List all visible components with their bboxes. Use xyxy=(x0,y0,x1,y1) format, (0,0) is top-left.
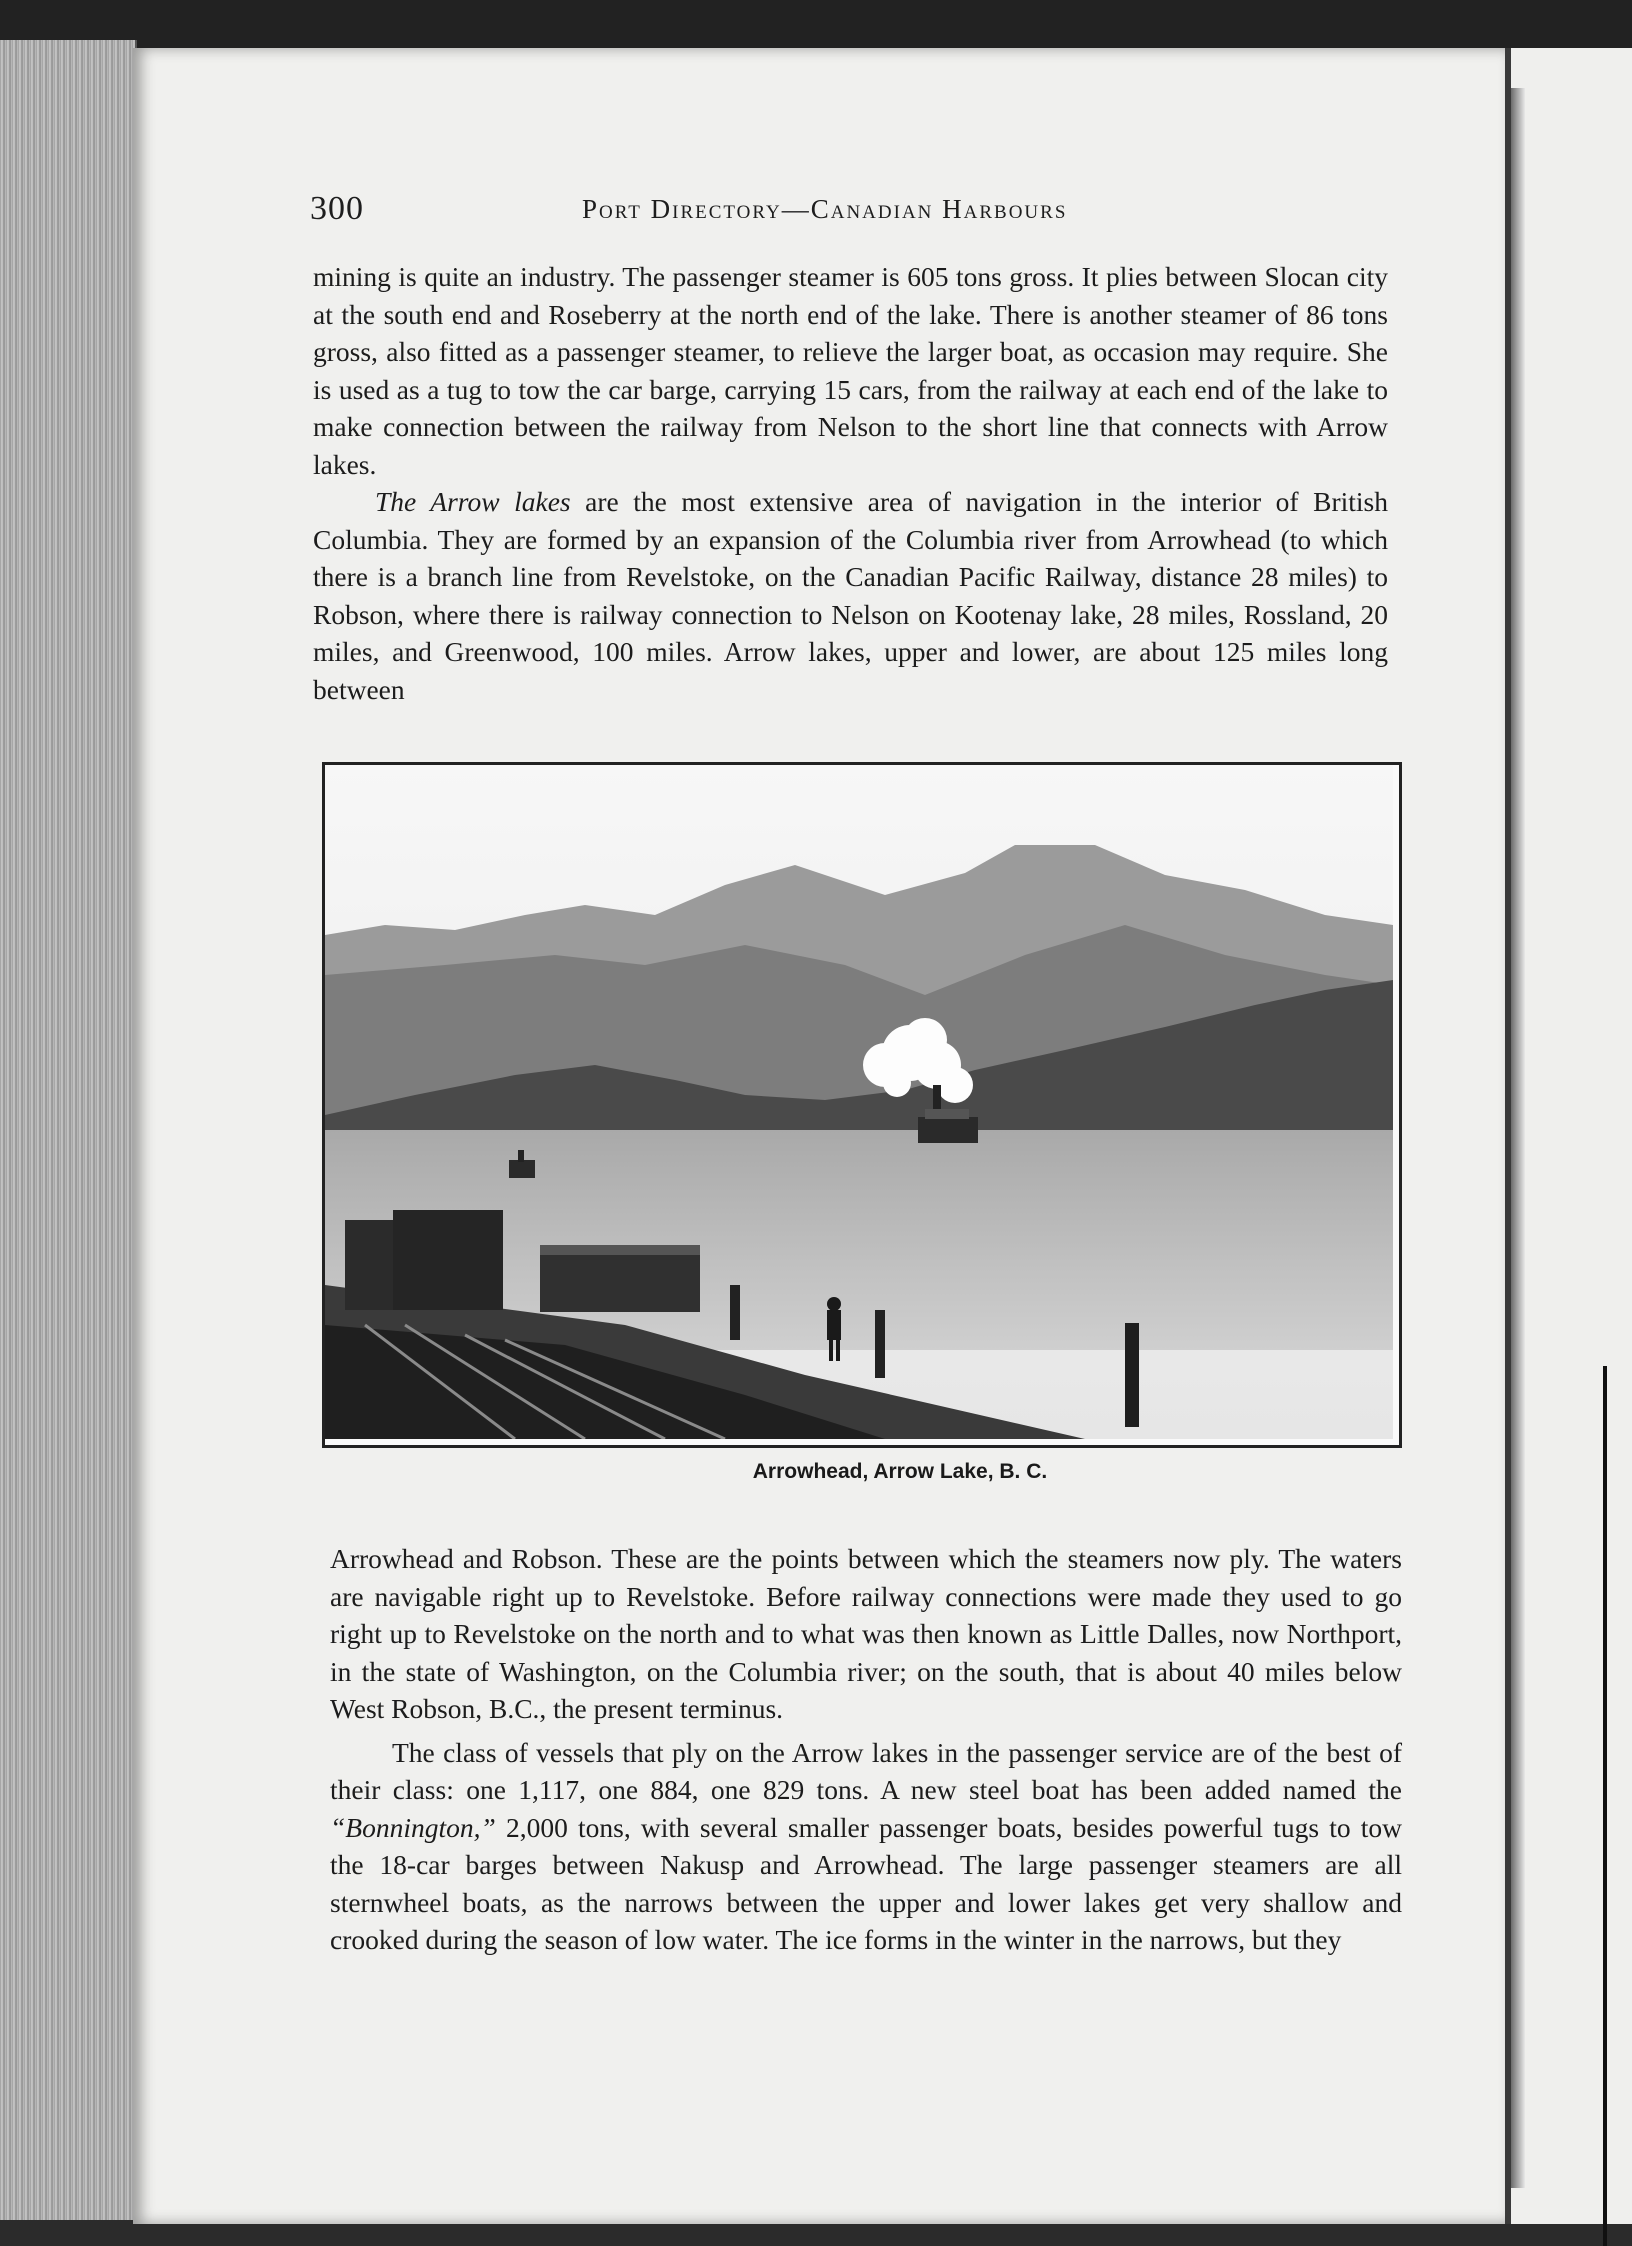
paragraph-4-italic: “Bonnington,” xyxy=(330,1811,496,1843)
paragraph-3: Arrowhead and Robson. These are the points between which the steamers now ply. The waters are navigable right up to Revelstoke. Before railway connections were made they used to go right up to Revelstoke on the north and to what was then known as Little Dalles, now Northport, in the state of Washington, on the Columbia river; on the south, that is about 40 miles below West Robson, B.C., the present terminus. xyxy=(330,1543,1402,1724)
figure-caption: Arrowhead, Arrow Lake, B. C. xyxy=(752,1460,1048,1483)
photograph-figure xyxy=(322,762,1402,1448)
paragraph-2-italic: The Arrow lakes xyxy=(375,486,571,517)
adjacent-page-edge xyxy=(1505,48,1632,2224)
paragraph-2-text: are the most extensive area of navigation in the interior of British Columbia. They are formed by an expansion of the Columbia river from Arrowhead (to which there is a branch line from Revelstoke, on the Canadian Pacific Railway, distance 28 miles) to Robson, where there is railway connection to Nelson on Kootenay lake, 28 miles, Rossland, 20 miles, and Greenwood, 100 miles. Arrow lakes, upper and lower, are about 125 miles long between xyxy=(313,486,1388,705)
book-page-edges xyxy=(0,40,137,2220)
scan-top-shadow xyxy=(0,0,1632,50)
paragraph-1: mining is quite an industry. The passenger steamer is 605 tons gross. It plies between Slocan city at the south end and Roseberry at the north end of the lake. There is another steamer of 86 tons gross, also fitted as a passenger steamer, to relieve the larger boat, as occasion may require. She is used as a tug to tow the car barge, carrying 15 cars, from the railway at each end of the lake to make connection between the railway from Nelson to the short line that connects with Arrow lakes. xyxy=(313,261,1388,480)
adjacent-page-gutter xyxy=(1511,88,1525,2188)
paragraph-4 xyxy=(330,1734,1402,1959)
paragraph-4-start: The class of vessels that ply on the Arrow lakes in the passenger service are of the best of their class: one 1,117, one 884, one 829 tons. A new steel boat has been added named the xyxy=(330,1736,1402,1805)
paragraph-2 xyxy=(313,483,1388,708)
photograph-arrowhead xyxy=(325,765,1393,1439)
adjacent-page-mark xyxy=(1603,1366,1607,2246)
running-head: Port Directory—Canadian Harbours xyxy=(582,194,1068,224)
page-number: 300 xyxy=(310,190,364,227)
text-block-top xyxy=(313,258,1388,708)
page-header xyxy=(310,190,1390,240)
paragraph-4-end: 2,000 tons, with several smaller passenger boats, besides powerful tugs to tow the 18-car barges between Nakusp and Arrowhead. The large passenger steamers are all sternwheel boats, as the narrows between the upper and lower lakes get very shallow and crooked during the season of low water. The ice forms in the winter in the narrows, but they xyxy=(330,1811,1402,1955)
text-block-bottom xyxy=(330,1540,1402,1959)
